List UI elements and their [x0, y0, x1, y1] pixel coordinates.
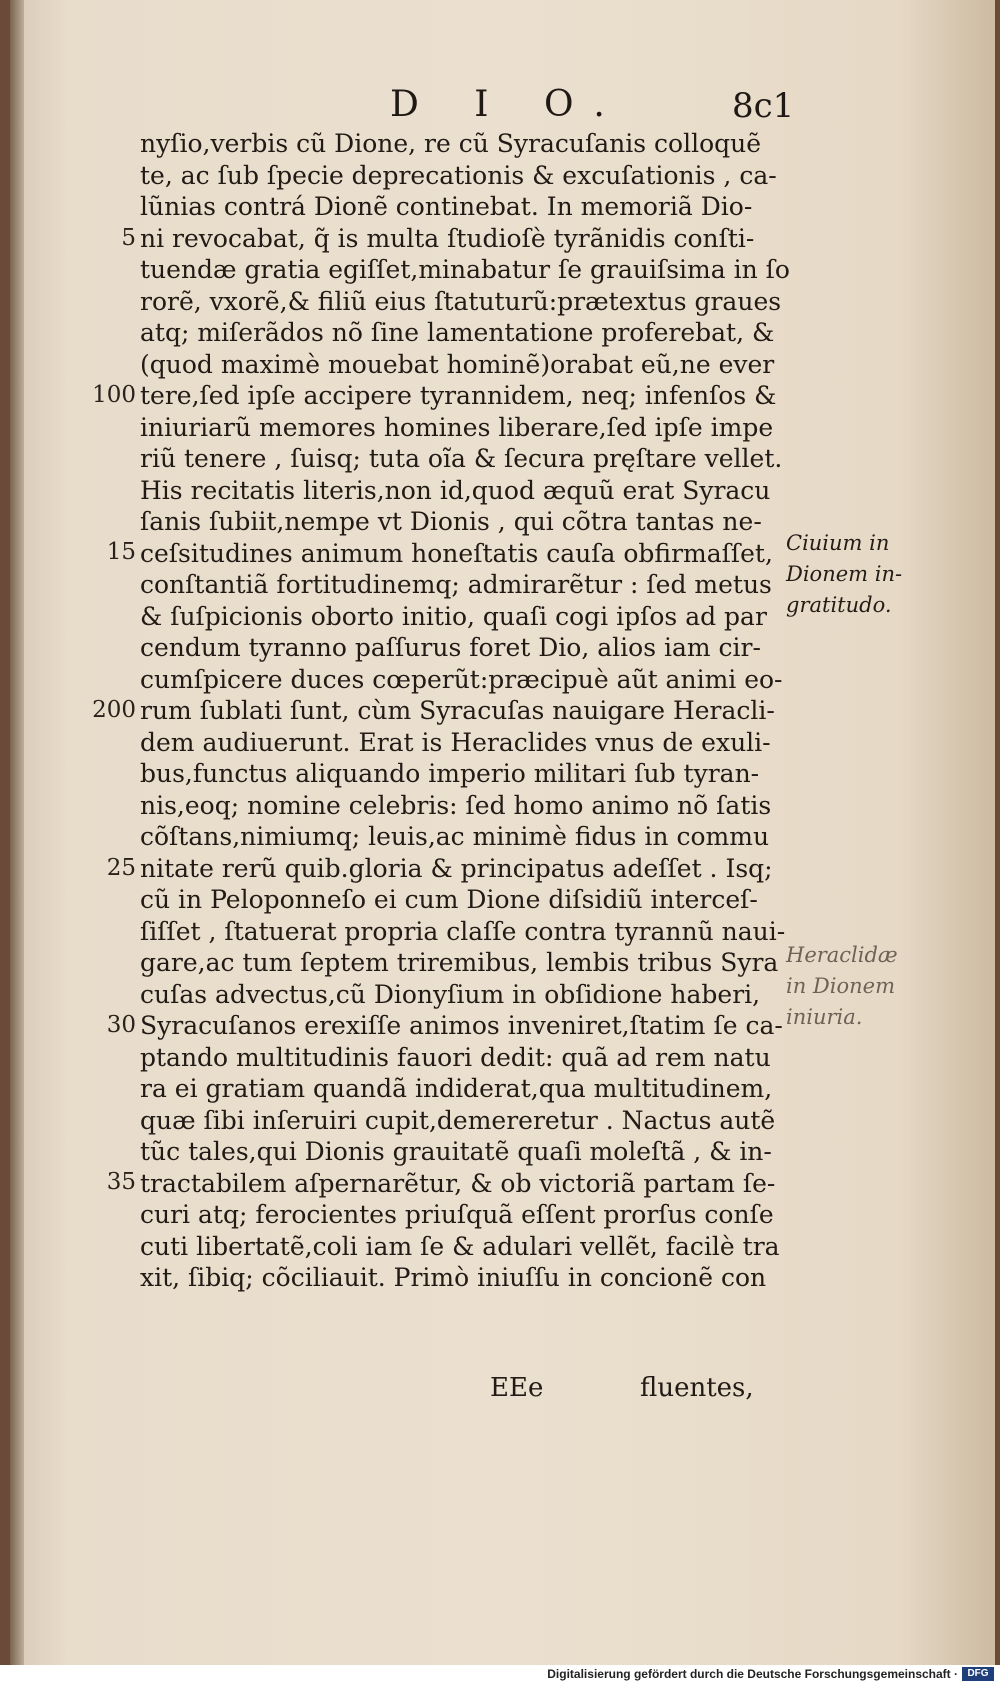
- line-number: 5: [121, 225, 136, 251]
- text-line: ra ei gratiam quandã indiderat,qua multitudinem,: [140, 1074, 773, 1103]
- text-line: tũc tales,qui Dionis grauitatẽ quaſi moleſtã , & in-: [140, 1137, 772, 1166]
- margin-note-line: Ciuium in: [786, 531, 890, 555]
- text-line: dem audiuerunt. Erat is Heraclides vnus de exuli-: [140, 727, 771, 757]
- text-line: quæ ſibi inſeruiri cupit,demereretur . Nactus autẽ: [140, 1105, 776, 1135]
- text-line: rorẽ, vxorẽ,& filiũ eius ſtatuturũ:prætextus graues: [140, 286, 782, 316]
- text-line: tuendæ gratia egiſſet,minabatur ſe grauiſsima in ſo: [140, 255, 790, 284]
- footer-bar: [0, 1665, 1000, 1685]
- margin-note-line: in Dionem: [786, 974, 895, 998]
- text-line: ceſsitudines animum honeſtatis cauſa obfirmaſſet,: [140, 538, 773, 568]
- signature-mark: EEe: [490, 1373, 544, 1403]
- text-line: ſiſſet , ſtatuerat propria claſſe contra tyrannũ naui-: [140, 916, 786, 946]
- line-number: 200: [92, 697, 136, 723]
- text-line: cendum tyranno paſſurus foret Dio, alios iam cir-: [140, 633, 761, 662]
- text-line: nitate rerũ quib.gloria & principatus adeſſet . Isq;: [140, 853, 773, 883]
- text-line: ſanis ſubiit,nempe vt Dionis , qui cõtra tantas ne-: [140, 507, 762, 536]
- text-line: cuti libertatẽ,coli iam ſe & adulari vellẽt, facilè tra: [140, 1231, 780, 1261]
- text-line: cumſpicere duces cœperũt:præcipuè aũt animi eo-: [140, 664, 783, 694]
- text-line: bus,functus aliquando imperio militari ſub tyran-: [140, 759, 760, 788]
- line-number: 15: [106, 539, 136, 565]
- line-number: 30: [106, 1012, 136, 1038]
- text-line: xit, ſibiq; cõciliauit. Primò iniuſſu in concionẽ con: [140, 1263, 767, 1292]
- book-page: [10, 0, 995, 1665]
- text-line: tractabilem aſpernarẽtur, & ob victoriã partam ſe-: [140, 1168, 776, 1198]
- text-line: cuſas advectus,cũ Dionyſium in obſidione haberi,: [140, 979, 761, 1009]
- text-line: conſtantiã fortitudinemq; admirarẽtur : ſed metus: [140, 570, 772, 599]
- margin-note-ciuium: [786, 528, 986, 621]
- text-line: rum ſublati ſunt, cùm Syracuſas nauigare Heracli-: [140, 696, 775, 725]
- text-line: lũnias contrá Dionẽ continebat. In memoriã Dio-: [140, 192, 753, 221]
- text-line: iniuriarũ memores homines liberare,ſed ipſe impe: [140, 412, 774, 442]
- text-line: ptando multitudinis fauori dedit: quã ad rem natu: [140, 1042, 771, 1072]
- line-number: 35: [106, 1169, 136, 1195]
- text-line: (quod maximè mouebat hominẽ)orabat eũ,ne ever: [140, 349, 775, 379]
- text-line: curi atq; ferocientes priuſquã eſſent prorſus conſe: [140, 1200, 774, 1229]
- text-line: Syracuſanos erexiſſe animos inveniret,ſtatim ſe ca-: [140, 1011, 783, 1040]
- footer-credit: Digitalisierung gefördert durch die Deutsche Forschungsgemeinschaft ·: [547, 1667, 958, 1681]
- text-line: nis,eoq; nomine celebris: ſed homo animo nõ ſatis: [140, 790, 772, 820]
- text-line: nyſio,verbis cũ Dione, re cũ Syracuſanis colloquẽ: [140, 129, 762, 158]
- text-line: & ſuſpicionis oborto initio, quaſi cogi ipſos ad par: [140, 601, 767, 631]
- running-head: D I O.: [390, 84, 627, 125]
- text-line: te, ac ſub ſpecie deprecationis & excuſationis , ca-: [140, 160, 777, 190]
- text-line: His recitatis literis,non id,quod æquũ erat Syracu: [140, 475, 771, 505]
- body-text: [140, 128, 790, 1294]
- text-line: atq; miſerãdos nõ ſine lamentatione proferebat, &: [140, 318, 775, 347]
- margin-note-line: gratitudo.: [786, 593, 892, 617]
- text-line: cũ in Peloponneſo ei cum Dione diſsidiũ interceſ-: [140, 885, 758, 914]
- text-line: ni revocabat, q̃ is multa ſtudioſè tyrãnidis conſti-: [140, 223, 755, 253]
- page-number: 8c1: [732, 86, 795, 126]
- line-number: 25: [106, 855, 136, 881]
- dfg-logo: DFG: [962, 1667, 994, 1681]
- text-line: cõſtans,nimiumq; leuis,ac minimè fidus in commu: [140, 822, 770, 851]
- page-gutter: [10, 0, 24, 1665]
- catchword: fluentes,: [640, 1373, 754, 1403]
- margin-note-heraclidae: [786, 940, 986, 1033]
- text-line: riũ tenere , ſuisq; tuta oĩa & ſecura pręſtare vellet.: [140, 444, 783, 473]
- margin-note-line: iniuria.: [786, 1005, 863, 1029]
- margin-note-line: Dionem in-: [786, 562, 903, 586]
- line-number: 100: [92, 382, 136, 408]
- text-line: tere,ſed ipſe accipere tyrannidem, neq; infenſos &: [140, 381, 777, 410]
- margin-note-line: Heraclidæ: [786, 943, 898, 967]
- text-line: gare,ac tum ſeptem triremibus, lembis tribus Syra: [140, 948, 779, 977]
